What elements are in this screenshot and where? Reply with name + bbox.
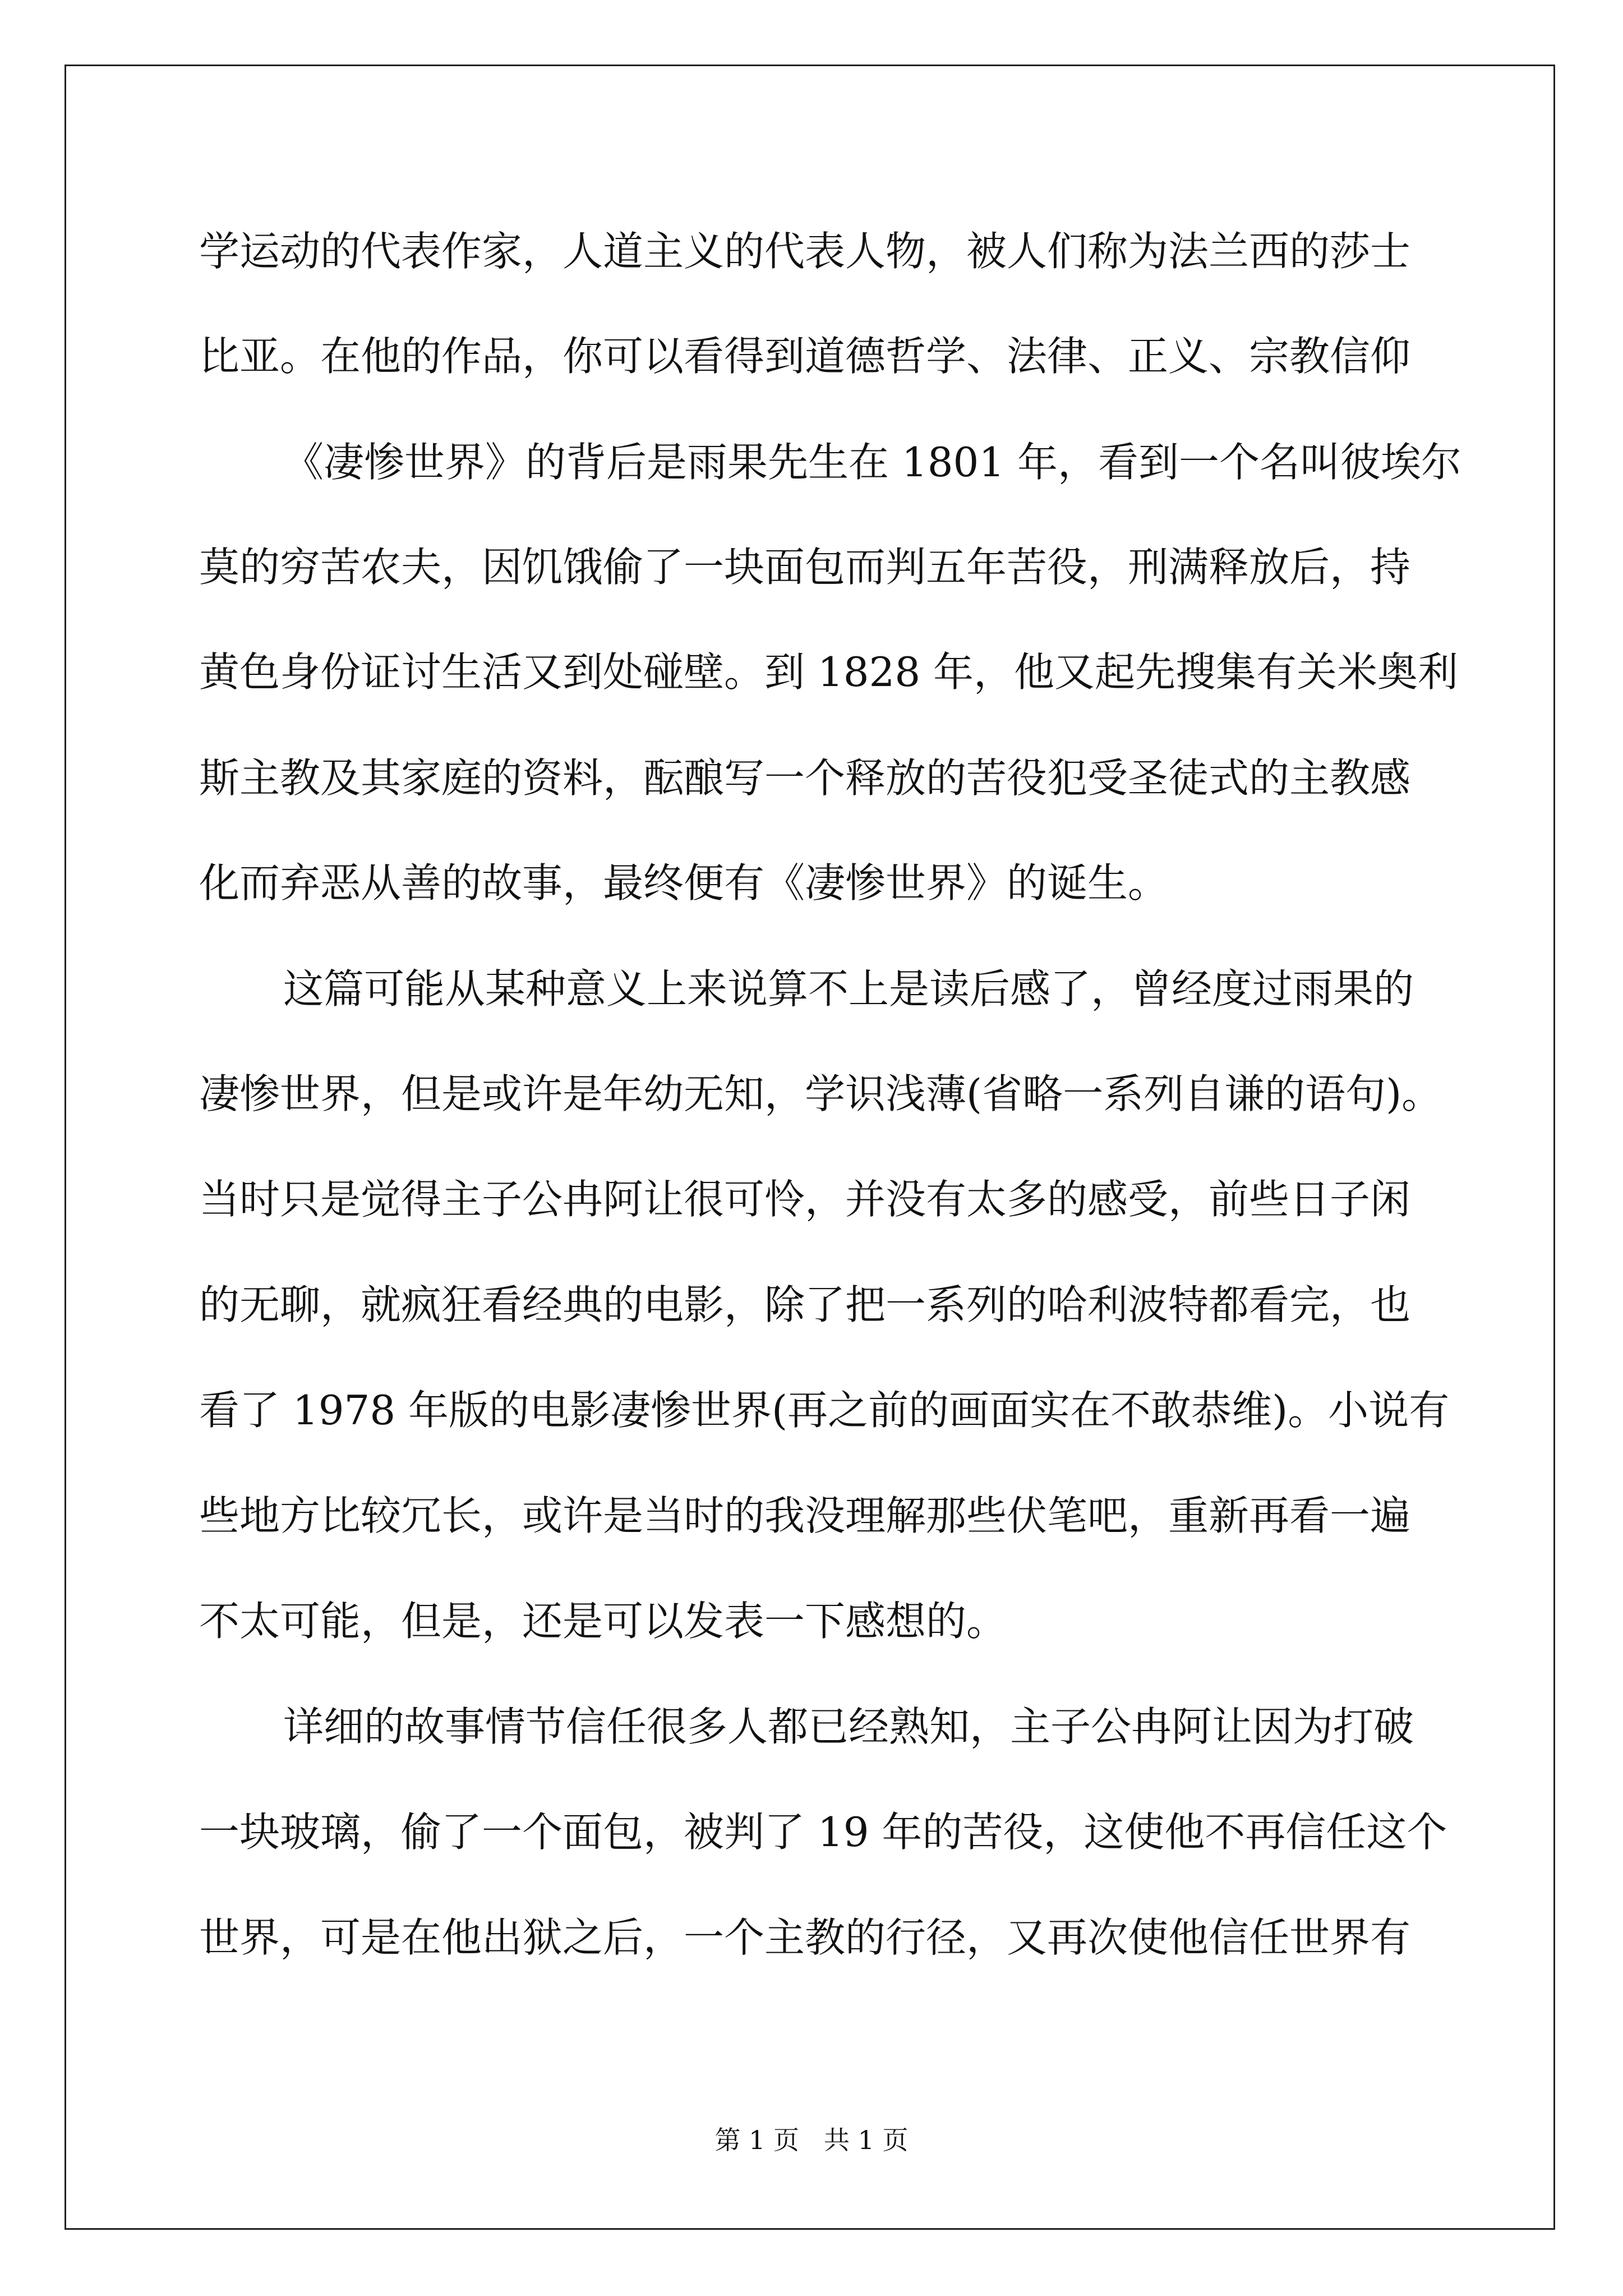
text-line: 世界，可是在他出狱之后，一个主教的行径，又再次使他信任世界有 <box>199 1914 1411 1961</box>
text-line: 凄惨世界，但是或许是年幼无知，学识浅薄(省略一系列自谦的语句)。 <box>199 1070 1442 1117</box>
paragraph-start-line: 这篇可能从某种意义上来说算不上是读后感了，曾经度过雨果的 <box>283 965 1414 1013</box>
text-line: 黄色身份证讨生活又到处碰壁。到 1828 年，他又起先搜集有关米奥利 <box>199 648 1459 696</box>
text-line: 不太可能，但是，还是可以发表一下感想的。 <box>199 1598 1007 1645</box>
text-line: 一块玻璃，偷了一个面包，被判了 19 年的苦役，这使他不再信任这个 <box>199 1809 1447 1856</box>
page-total: 共 1 页 <box>824 2125 909 2155</box>
text-line: 当时只是觉得主子公冉阿让很可怜，并没有太多的感受，前些日子闲 <box>199 1176 1411 1223</box>
text-line: 的无聊，就疯狂看经典的电影，除了把一系列的哈利波特都看完，也 <box>199 1281 1411 1328</box>
paragraph-start-line: 《凄惨世界》的背后是雨果先生在 1801 年，看到一个名叫彼埃尔 <box>283 439 1462 486</box>
page-number: 第 1 页 <box>714 2125 799 2155</box>
text-line: 莫的穷苦农夫，因饥饿偷了一块面包而判五年苦役，刑满释放后，持 <box>199 544 1411 591</box>
text-line: 些地方比较冗长，或许是当时的我没理解那些伏笔吧，重新再看一遍 <box>199 1492 1411 1539</box>
text-line: 斯主教及其家庭的资料，酝酿写一个释放的苦役犯受圣徒式的主教感 <box>199 754 1411 802</box>
paragraph-start-line: 详细的故事情节信任很多人都已经熟知，主子公冉阿让因为打破 <box>283 1703 1414 1750</box>
page-footer <box>0 2123 1623 2157</box>
text-line: 看了 1978 年版的电影凄惨世界(再之前的画面实在不敢恭维)。小说有 <box>199 1387 1450 1434</box>
text-line: 比亚。在他的作品，你可以看得到道德哲学、法律、正义、宗教信仰 <box>199 333 1411 380</box>
text-line: 化而弃恶从善的故事，最终便有《凄惨世界》的诞生。 <box>199 859 1169 907</box>
text-line: 学运动的代表作家，人道主义的代表人物，被人们称为法兰西的莎士 <box>199 228 1411 275</box>
